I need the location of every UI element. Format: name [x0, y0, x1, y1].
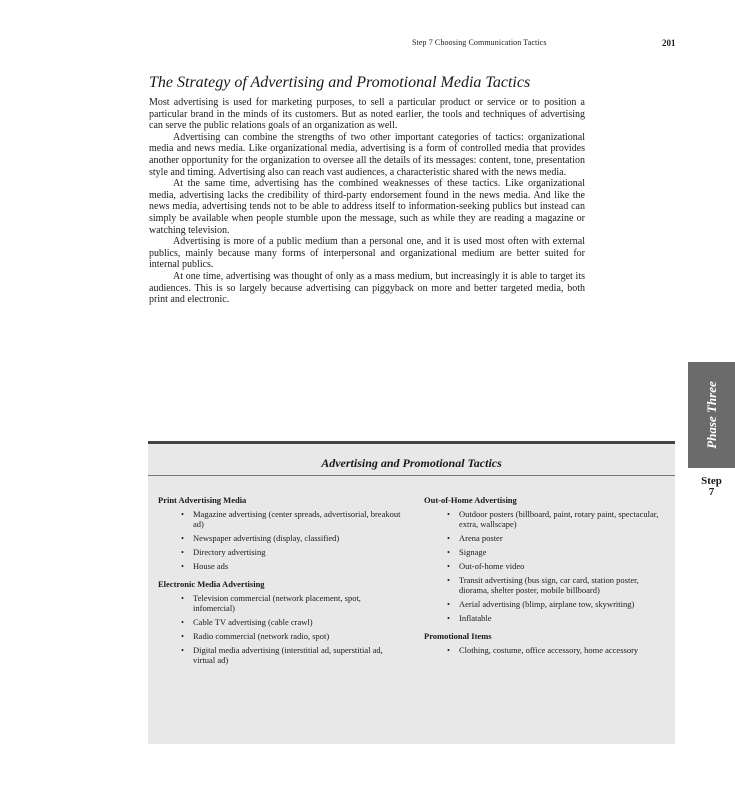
tactic-item: • Outdoor posters (billboard, paint, rotary paint, spectacular, extra, wallscape): [447, 509, 669, 529]
step-label: [688, 476, 735, 498]
tactic-item: • Cable TV advertising (cable crawl): [181, 617, 403, 627]
tactic-item: • Aerial advertising (blimp, airplane tow, skywriting): [447, 599, 669, 609]
running-head-title: Step 7 Choosing Communication Tactics: [412, 38, 547, 47]
tactic-list: [424, 645, 669, 655]
paragraph: Advertising is more of a public medium than a personal one, and it is used most often with external publics, mainly because many forms of interpersonal and organizational medium are better suited for internal publics.: [149, 236, 585, 271]
category-heading: Out-of-Home Advertising: [424, 495, 517, 505]
tactic-item: • Magazine advertising (center spreads, advertisorial, breakout ad): [181, 509, 403, 529]
paragraph: Advertising can combine the strengths of two other important categories of tactics: organizational media and news media. Like organizational media, advertising is a form of controlled media that provides another opportunity for the organization to oversee all the details of its messages: content, tone, presentation style and timing. Advertising also can reach vast audiences, a characteristic shared with the news media.: [149, 131, 585, 178]
sidebar-title: Advertising and Promotional Tactics: [321, 456, 502, 470]
tactic-item: • Out-of-home video: [447, 561, 669, 571]
paragraph: At one time, advertising was thought of only as a mass medium, but increasingly it is able to target its audiences. This is so largely because advertising can piggyback on more and better targeted media, both print and electronic.: [149, 270, 585, 306]
sidebar-left-column: [158, 495, 403, 669]
tactic-item: • House ads: [181, 561, 403, 571]
tactic-item: • Inflatable: [447, 613, 669, 623]
phase-label: Phase Three: [703, 381, 719, 449]
category-heading: Print Advertising Media: [158, 495, 247, 505]
tactic-item: • Newspaper advertising (display, classified): [181, 533, 403, 543]
tactic-item: • Transit advertising (bus sign, car card, station poster, diorama, shelter poster, mobile billboard): [447, 575, 669, 595]
phase-tab: [688, 362, 735, 468]
category-heading: Promotional Items: [424, 631, 492, 641]
tactic-item: • Television commercial (network placement, spot, infomercial): [181, 593, 403, 613]
tactic-item: • Radio commercial (network radio, spot): [181, 631, 403, 641]
body-text: [149, 97, 585, 306]
paragraph: Most advertising is used for marketing purposes, to sell a particular product or service or to position a particular brand in the minds of its customers. But as noted earlier, the tools and techniques of advertising can serve the public relations goals of an organization as well.: [149, 97, 585, 132]
tactic-item: • Digital media advertising (interstitial ad, superstitial ad, virtual ad): [181, 645, 403, 665]
tactic-item: • Clothing, costume, office accessory, home accessory: [447, 645, 669, 655]
section-title: The Strategy of Advertising and Promotional Media Tactics: [149, 74, 531, 91]
running-head: [0, 38, 735, 52]
tactic-list: [158, 509, 403, 571]
tactic-item: • Directory advertising: [181, 547, 403, 557]
page-number: 201: [662, 38, 676, 48]
paragraph: At the same time, advertising has the combined weaknesses of these tactics. Like organizational media, advertising lacks the credibility of third-party endorsement found in the news media. And like the news media, advertising tends not to be able to address itself to information-seeking publics but instead can simply be available when people stumble upon the message, such as while they are reading a magazine or watching television.: [149, 178, 585, 236]
step-word: Step: [701, 475, 722, 487]
tactic-item: • Arena poster: [447, 533, 669, 543]
sidebar-divider: [148, 475, 675, 476]
tactic-item: • Signage: [447, 547, 669, 557]
tactic-list: [424, 509, 669, 623]
category-heading: Electronic Media Advertising: [158, 579, 265, 589]
sidebar-right-column: [424, 495, 669, 659]
tactics-sidebar: [148, 441, 675, 744]
step-number: 7: [708, 486, 715, 498]
tactic-list: [158, 593, 403, 665]
